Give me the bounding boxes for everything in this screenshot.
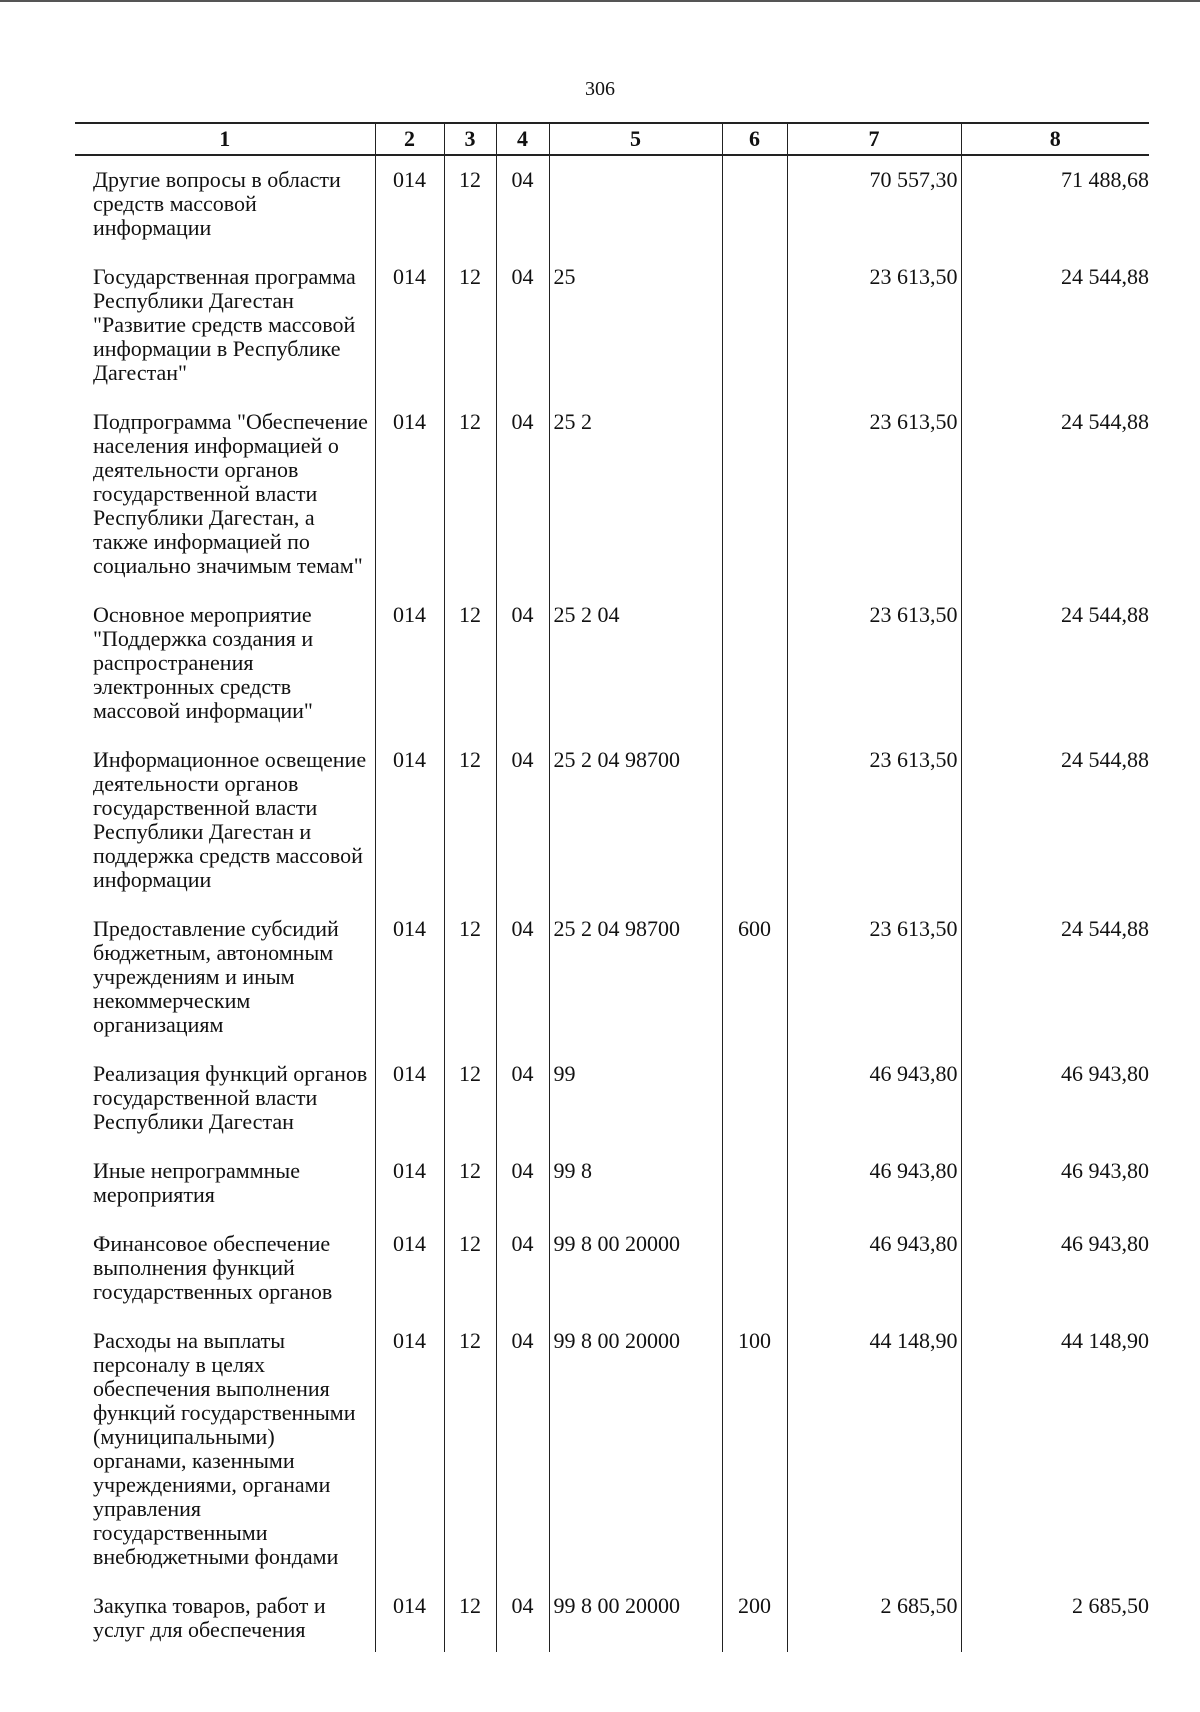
row-col3-cell: 12 — [444, 591, 496, 736]
row-col6-cell — [722, 155, 787, 253]
page-number: 306 — [585, 78, 615, 100]
row-col3-cell: 12 — [444, 1220, 496, 1317]
row-amount-1-cell: 23 613,50 — [787, 736, 961, 905]
column-header: 6 — [722, 123, 787, 155]
table-body — [75, 155, 1149, 1652]
row-col3-cell: 12 — [444, 1582, 496, 1652]
row-col2-cell: 014 — [375, 591, 444, 736]
row-code-cell: 25 — [549, 253, 722, 398]
row-amount-2-cell: 44 148,90 — [961, 1317, 1149, 1582]
row-name-cell: Государственная программа Республики Дагестан "Развитие средств массовой информации в Республике Дагестан" — [93, 264, 356, 385]
row-col6-cell — [722, 253, 787, 398]
column-header: 8 — [961, 123, 1149, 155]
table-row — [75, 1050, 1149, 1147]
row-name-cell: Иные непрограммные мероприятия — [93, 1158, 300, 1207]
row-col2-cell: 014 — [375, 1147, 444, 1220]
budget-table — [75, 122, 1149, 1652]
row-amount-2-cell: 46 943,80 — [961, 1220, 1149, 1317]
row-col4-cell: 04 — [496, 253, 549, 398]
row-amount-1-cell: 46 943,80 — [787, 1220, 961, 1317]
row-col6-cell: 600 — [722, 905, 787, 1050]
table-row — [75, 1317, 1149, 1582]
column-header: 3 — [444, 123, 496, 155]
column-header: 7 — [787, 123, 961, 155]
row-amount-2-cell: 71 488,68 — [961, 155, 1149, 253]
row-col3-cell: 12 — [444, 736, 496, 905]
row-col6-cell — [722, 591, 787, 736]
row-col3-cell: 12 — [444, 1050, 496, 1147]
table-row — [75, 1147, 1149, 1220]
row-col6-cell: 100 — [722, 1317, 787, 1582]
table-row — [75, 736, 1149, 905]
row-amount-1-cell: 23 613,50 — [787, 253, 961, 398]
row-col4-cell: 04 — [496, 1147, 549, 1220]
row-col2-cell: 014 — [375, 155, 444, 253]
column-header: 4 — [496, 123, 549, 155]
table-row — [75, 905, 1149, 1050]
row-col6-cell — [722, 1147, 787, 1220]
row-amount-1-cell: 23 613,50 — [787, 398, 961, 591]
row-col2-cell: 014 — [375, 1582, 444, 1652]
row-amount-1-cell: 46 943,80 — [787, 1147, 961, 1220]
row-code-cell: 25 2 04 — [549, 591, 722, 736]
row-col3-cell: 12 — [444, 905, 496, 1050]
row-col6-cell — [722, 398, 787, 591]
row-amount-1-cell: 70 557,30 — [787, 155, 961, 253]
table-row — [75, 1220, 1149, 1317]
row-amount-2-cell: 24 544,88 — [961, 905, 1149, 1050]
row-col4-cell: 04 — [496, 1050, 549, 1147]
row-col6-cell — [722, 736, 787, 905]
row-col4-cell: 04 — [496, 1317, 549, 1582]
row-code-cell: 99 8 — [549, 1147, 722, 1220]
row-name-cell: Информационное освещение деятельности органов государственной власти Республики Дагестан и поддержка средств массовой информации — [93, 747, 367, 892]
row-col2-cell: 014 — [375, 1220, 444, 1317]
row-code-cell: 25 2 — [549, 398, 722, 591]
row-code-cell: 99 8 00 20000 — [549, 1220, 722, 1317]
row-code-cell: 25 2 04 98700 — [549, 736, 722, 905]
row-code-cell: 99 8 00 20000 — [549, 1317, 722, 1582]
table-header-row — [75, 123, 1149, 155]
row-code-cell: 25 2 04 98700 — [549, 905, 722, 1050]
row-col3-cell: 12 — [444, 253, 496, 398]
row-col2-cell: 014 — [375, 736, 444, 905]
row-name-cell: Расходы на выплаты персоналу в целях обеспечения выполнения функций государственными (муниципальными) органами, казенными учреждениями, органами управления государственными внебюджетными фондами — [93, 1328, 356, 1569]
row-name-cell: Реализация функций органов государственной власти Республики Дагестан — [93, 1061, 368, 1134]
row-col6-cell: 200 — [722, 1582, 787, 1652]
row-name-cell: Другие вопросы в области средств массовой информации — [93, 167, 341, 240]
row-col2-cell: 014 — [375, 1317, 444, 1582]
row-amount-2-cell: 46 943,80 — [961, 1050, 1149, 1147]
row-col2-cell: 014 — [375, 1050, 444, 1147]
row-col6-cell — [722, 1220, 787, 1317]
column-header: 5 — [549, 123, 722, 155]
row-name-cell: Основное мероприятие "Поддержка создания и распространения электронных средств массовой информации" — [93, 602, 314, 723]
row-col4-cell: 04 — [496, 155, 549, 253]
row-amount-2-cell: 46 943,80 — [961, 1147, 1149, 1220]
table-row — [75, 398, 1149, 591]
row-name-cell: Закупка товаров, работ и услуг для обеспечения — [93, 1593, 326, 1642]
row-col4-cell: 04 — [496, 1582, 549, 1652]
row-col2-cell: 014 — [375, 253, 444, 398]
column-header: 2 — [375, 123, 444, 155]
row-amount-1-cell: 23 613,50 — [787, 591, 961, 736]
row-col3-cell: 12 — [444, 398, 496, 591]
row-amount-1-cell: 44 148,90 — [787, 1317, 961, 1582]
page-top-edge — [0, 0, 1200, 2]
row-col2-cell: 014 — [375, 905, 444, 1050]
row-amount-2-cell: 24 544,88 — [961, 591, 1149, 736]
row-col2-cell: 014 — [375, 398, 444, 591]
row-name-cell: Подпрограмма "Обеспечение населения информацией о деятельности органов государственной власти Республики Дагестан, а также информацией по социально значимым темам" — [93, 409, 368, 578]
row-amount-2-cell: 24 544,88 — [961, 398, 1149, 591]
row-amount-1-cell: 46 943,80 — [787, 1050, 961, 1147]
table-row — [75, 253, 1149, 398]
table-row — [75, 591, 1149, 736]
table-row — [75, 155, 1149, 253]
row-code-cell: 99 — [549, 1050, 722, 1147]
row-amount-2-cell: 24 544,88 — [961, 253, 1149, 398]
row-col4-cell: 04 — [496, 398, 549, 591]
row-amount-1-cell: 2 685,50 — [787, 1582, 961, 1652]
row-col3-cell: 12 — [444, 1317, 496, 1582]
row-amount-2-cell: 2 685,50 — [961, 1582, 1149, 1652]
row-name-cell: Финансовое обеспечение выполнения функций государственных органов — [93, 1231, 333, 1304]
row-name-cell: Предоставление субсидий бюджетным, автономным учреждениям и иным некоммерческим организациям — [93, 916, 339, 1037]
row-amount-2-cell: 24 544,88 — [961, 736, 1149, 905]
row-amount-1-cell: 23 613,50 — [787, 905, 961, 1050]
row-col4-cell: 04 — [496, 1220, 549, 1317]
row-col4-cell: 04 — [496, 591, 549, 736]
row-col3-cell: 12 — [444, 1147, 496, 1220]
column-header: 1 — [75, 123, 375, 155]
row-col3-cell: 12 — [444, 155, 496, 253]
table-row — [75, 1582, 1149, 1652]
row-col4-cell: 04 — [496, 736, 549, 905]
row-code-cell — [549, 155, 722, 253]
row-col4-cell: 04 — [496, 905, 549, 1050]
row-col6-cell — [722, 1050, 787, 1147]
row-code-cell: 99 8 00 20000 — [549, 1582, 722, 1652]
